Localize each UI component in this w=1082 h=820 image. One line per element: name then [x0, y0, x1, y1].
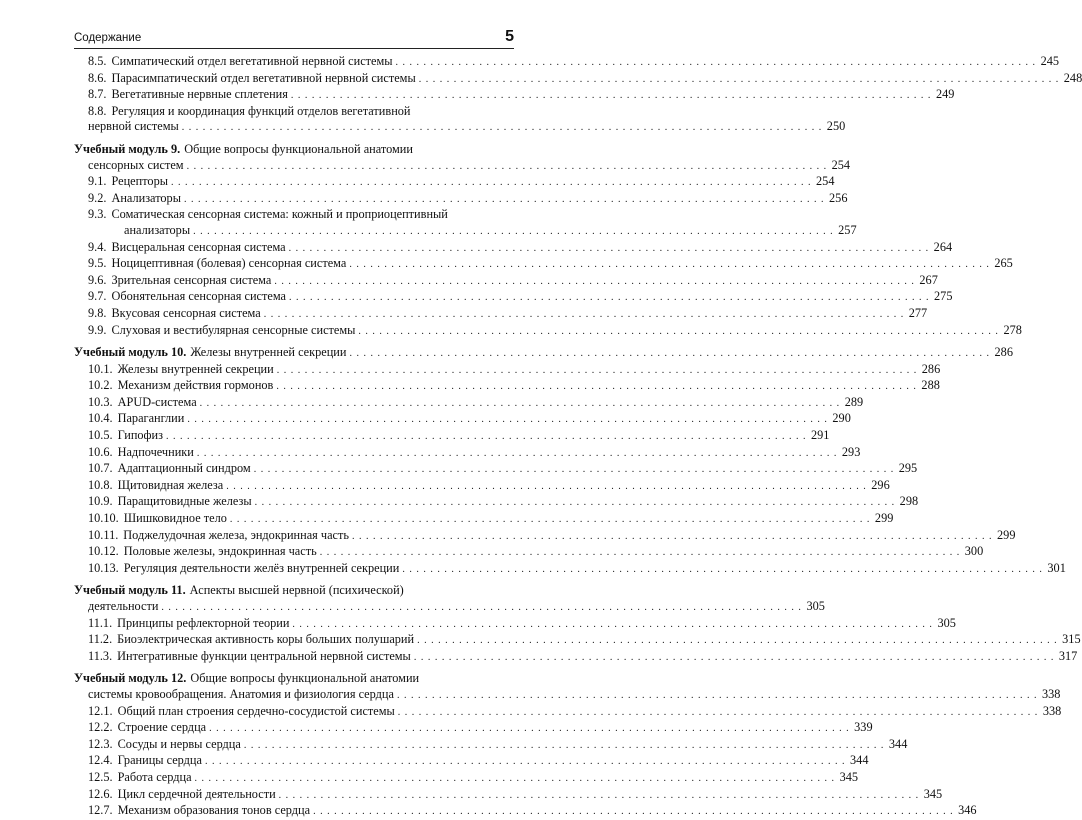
toc-entry-text	[88, 511, 227, 527]
toc-entry	[74, 54, 1060, 71]
entry-page-number: 291	[811, 428, 830, 443]
dot-leader	[193, 224, 834, 240]
entry-number: 8.8.	[88, 103, 107, 118]
dot-leader	[414, 650, 1055, 666]
toc-entry	[74, 87, 955, 104]
entry-number: 12.4.	[88, 753, 113, 768]
entry-title: Парасимпатический отдел вегетативной нервной системы	[111, 70, 416, 85]
entry-page-number: 245	[1040, 54, 1060, 68]
dot-leader	[398, 705, 1039, 721]
toc-entry	[74, 736, 908, 754]
toc-entry	[74, 560, 1066, 578]
entry-page-number: 344	[888, 736, 908, 751]
toc-entry-text	[88, 803, 310, 819]
toc-entry	[74, 753, 869, 770]
toc-entry-text	[88, 71, 416, 87]
toc-entry-text	[88, 753, 202, 769]
toc-entry	[74, 289, 953, 306]
toc-module-heading	[74, 583, 514, 599]
dot-leader	[289, 241, 930, 257]
entry-title: Половые железы, эндокринная часть	[123, 544, 317, 559]
toc-entry	[74, 494, 919, 511]
running-header	[74, 26, 514, 49]
toc-entry-text	[88, 599, 158, 615]
dot-leader	[417, 633, 1058, 649]
toc-entry	[74, 461, 918, 478]
toc-entry-text	[74, 142, 413, 158]
toc-entry-text	[88, 494, 252, 510]
dot-leader	[255, 495, 896, 511]
entry-page-number: 346	[958, 803, 977, 818]
dot-leader	[195, 771, 836, 787]
entry-title: Слуховая и вестибулярная сенсорные системы	[111, 322, 356, 337]
toc-entry-text	[88, 649, 411, 665]
entry-page-number: 267	[919, 272, 938, 287]
entry-page-number: 305	[806, 599, 825, 613]
dot-leader	[200, 396, 841, 412]
entry-page-number: 296	[871, 477, 890, 492]
entry-number: 10.6.	[88, 444, 113, 459]
entry-page-number: 277	[908, 305, 928, 320]
entry-page-number: 295	[898, 461, 918, 476]
entry-number: 12.5.	[88, 769, 113, 784]
toc-entry	[74, 305, 928, 323]
entry-title: Регуляция и координация функций отделов вегетативной	[111, 103, 411, 118]
dot-leader	[166, 429, 807, 445]
toc-entry	[74, 444, 861, 462]
entry-page-number: 289	[844, 394, 864, 409]
toc-entry	[74, 394, 864, 412]
entry-title: Ноцицептивная (болевая) сенсорная система	[111, 256, 347, 271]
entry-number: 9.3.	[88, 207, 107, 222]
module-label: Учебный модуль 10.	[74, 345, 187, 360]
toc-entry	[74, 272, 938, 290]
entry-page-number: 345	[923, 786, 943, 801]
dot-leader	[349, 346, 990, 362]
toc-entry	[74, 411, 851, 428]
toc-entry	[74, 361, 941, 379]
entry-title: Гипофиз	[117, 428, 163, 443]
toc-entry-text	[88, 191, 181, 207]
entry-page-number: 298	[899, 494, 919, 509]
entry-page-number: 317	[1058, 648, 1078, 663]
dot-leader	[292, 617, 933, 633]
toc-entry-text	[88, 561, 399, 577]
entry-title: Обонятельная сенсорная система	[111, 289, 286, 304]
entry-title: Общие вопросы функциональной анатомии	[190, 671, 420, 686]
toc-entry-text	[88, 87, 288, 103]
entry-title: Шишковидное тело	[123, 511, 227, 526]
toc-entry-text	[88, 616, 289, 632]
entry-number: 12.3.	[88, 736, 113, 751]
entry-number: 10.13.	[88, 560, 119, 575]
entry-title: APUD-система	[117, 394, 197, 409]
toc-entry-text	[88, 720, 206, 736]
entry-title: Цикл сердечной деятельности	[117, 786, 276, 801]
module-label: Учебный модуль 9.	[74, 141, 181, 156]
entry-number: 9.7.	[88, 289, 107, 304]
entry-number: 10.8.	[88, 477, 113, 492]
toc-entry-continuation	[74, 599, 825, 616]
entry-number: 10.10.	[88, 511, 119, 526]
entry-number: 10.12.	[88, 544, 119, 559]
toc-entry	[74, 70, 1082, 88]
toc-entry-continuation	[74, 686, 1061, 704]
entry-page-number: 301	[1047, 560, 1066, 575]
dot-leader	[320, 545, 961, 561]
entry-title: Адаптационный синдром	[117, 461, 251, 476]
toc-entry-text	[88, 428, 163, 444]
toc-entry-continuation	[74, 157, 851, 175]
toc-entry-continuation	[74, 222, 857, 240]
dot-leader	[226, 479, 867, 495]
dot-leader	[171, 175, 812, 191]
entry-page-number: 338	[1042, 703, 1062, 718]
entry-title: Параганглии	[117, 411, 185, 426]
entry-page-number: 254	[816, 174, 835, 189]
toc-entry-text	[88, 445, 194, 461]
entry-number: 9.6.	[88, 272, 107, 287]
toc-entry-text	[88, 240, 286, 256]
entry-number: 11.2.	[88, 632, 113, 647]
toc-entry-text	[88, 632, 414, 648]
toc-entry-text	[88, 104, 411, 120]
toc-entry-text	[88, 54, 393, 70]
entry-number: 9.8.	[88, 305, 107, 320]
entry-page-number: 338	[1041, 686, 1061, 701]
toc-entry-text	[88, 362, 274, 378]
entry-title: Принципы рефлекторной теории	[117, 615, 290, 630]
entry-page-number: 254	[831, 157, 851, 172]
dot-leader	[209, 721, 850, 737]
dot-leader	[397, 688, 1038, 704]
entry-number: 9.9.	[88, 322, 107, 337]
toc-entry-text	[88, 207, 448, 223]
toc-entry	[74, 477, 890, 495]
toc-entry-text	[74, 671, 419, 687]
entry-number: 12.1.	[88, 703, 113, 718]
dot-leader	[184, 192, 825, 208]
dot-leader	[352, 529, 993, 545]
dot-leader	[289, 290, 930, 306]
toc-entry	[74, 174, 835, 191]
entry-title: нервной системы	[88, 119, 179, 134]
entry-title: Анализаторы	[111, 190, 181, 205]
section-title: Содержание	[74, 32, 142, 44]
entry-number: 10.5.	[88, 428, 113, 443]
entry-page-number: 265	[994, 256, 1013, 271]
toc-entry-text	[88, 395, 197, 411]
entry-number: 10.3.	[88, 394, 113, 409]
entry-page-number: 305	[937, 615, 956, 630]
toc-entry	[74, 256, 1013, 273]
dot-leader	[230, 512, 871, 528]
entry-title: Зрительная сенсорная система	[111, 272, 272, 287]
toc-entry-text	[88, 174, 168, 190]
toc-entry	[74, 615, 956, 633]
toc-entry-continuation	[74, 119, 846, 136]
table-of-contents	[74, 54, 1082, 820]
toc-entry-text	[88, 289, 286, 305]
entry-title: Вкусовая сенсорная система	[111, 305, 261, 320]
entry-page-number: 264	[933, 239, 953, 254]
dot-leader	[187, 159, 828, 175]
entry-title: Механизм образования тонов сердца	[117, 803, 311, 818]
dot-leader	[419, 72, 1060, 88]
entry-number: 9.2.	[88, 190, 107, 205]
toc-module-heading	[74, 345, 1013, 362]
toc-entry	[74, 720, 873, 737]
toc-entry	[74, 511, 894, 528]
dot-leader	[187, 412, 828, 428]
entry-page-number: 345	[839, 769, 859, 784]
entry-number: 10.4.	[88, 411, 113, 426]
entry-number: 9.1.	[88, 174, 107, 189]
entry-number: 11.3.	[88, 648, 113, 663]
dot-leader	[205, 754, 846, 770]
entry-page-number: 278	[1003, 322, 1022, 337]
toc-entry	[74, 428, 830, 445]
entry-title: сенсорных систем	[88, 157, 184, 172]
entry-number: 10.7.	[88, 461, 113, 476]
entry-page-number: 315	[1062, 632, 1081, 647]
page-number: 5	[505, 28, 514, 45]
entry-title: Висцеральная сенсорная система	[111, 239, 286, 254]
toc-entry	[74, 544, 984, 561]
dot-leader	[274, 274, 915, 290]
toc-entry	[74, 769, 859, 787]
toc-entry	[74, 527, 1016, 545]
toc-entry-text	[88, 256, 346, 272]
toc-entry	[74, 703, 1062, 721]
entry-title: Аспекты высшей нервной (психической)	[189, 583, 404, 598]
entry-number: 12.2.	[88, 720, 113, 735]
toc-entry-text	[88, 461, 251, 477]
toc-entry-text	[88, 478, 223, 494]
entry-number: 8.7.	[88, 87, 107, 102]
entry-page-number: 249	[935, 87, 955, 102]
entry-number: 8.5.	[88, 54, 107, 68]
toc-entry	[74, 322, 1022, 340]
toc-entry-text	[88, 528, 349, 544]
entry-title: Границы сердца	[117, 753, 202, 768]
entry-title: деятельности	[88, 599, 159, 613]
entry-title: Рецепторы	[111, 174, 168, 189]
toc-entry	[74, 648, 1078, 666]
toc-entry-text	[88, 323, 355, 339]
toc-entry	[74, 239, 953, 257]
entry-page-number: 290	[832, 411, 851, 426]
dot-leader	[197, 446, 838, 462]
entry-title: Интегративные функции центральной нервной системы	[117, 648, 411, 663]
module-label: Учебный модуль 11.	[74, 583, 186, 598]
entry-title: Паращитовидные железы	[117, 494, 252, 509]
dot-leader	[349, 257, 990, 273]
toc-entry-text	[88, 411, 184, 427]
toc-entry-text	[88, 119, 179, 135]
entry-page-number: 275	[934, 289, 953, 304]
dot-leader	[291, 88, 932, 104]
entry-number: 10.2.	[88, 378, 113, 393]
entry-number: 12.7.	[88, 803, 113, 818]
toc-entry-text	[74, 345, 346, 361]
entry-title: Строение сердца	[117, 720, 207, 735]
entry-title: Надпочечники	[117, 444, 194, 459]
toc-entry-text	[88, 378, 273, 394]
dot-leader	[264, 307, 905, 323]
entry-number: 10.11.	[88, 527, 119, 542]
dot-leader	[277, 363, 918, 379]
entry-title: Общие вопросы функциональной анатомии	[184, 141, 413, 156]
dot-leader	[276, 379, 917, 395]
toc-entry-text	[88, 306, 261, 322]
entry-title: Соматическая сенсорная система: кожный и проприоцептивный	[111, 207, 448, 222]
entry-number: 10.1.	[88, 361, 113, 376]
toc-entry-text	[88, 544, 317, 560]
toc-entry-text	[88, 273, 271, 289]
toc-entry	[74, 632, 1081, 649]
toc-entry	[74, 190, 848, 208]
toc-entry-text	[88, 704, 395, 720]
dot-leader	[279, 788, 920, 804]
toc-entry	[74, 803, 977, 820]
entry-number: 10.9.	[88, 494, 113, 509]
entry-page-number: 250	[826, 119, 846, 134]
entry-number: 9.5.	[88, 256, 107, 271]
entry-title: Общий план строения сердечно-сосудистой системы	[117, 703, 395, 718]
toc-entry	[74, 104, 514, 120]
entry-page-number: 248	[1063, 70, 1082, 85]
dot-leader	[161, 600, 802, 616]
toc-entry	[74, 378, 940, 395]
entry-title: Работа сердца	[117, 769, 192, 784]
toc-entry	[74, 786, 943, 804]
entry-title: Щитовидная железа	[117, 477, 224, 492]
entry-number: 8.6.	[88, 70, 107, 85]
entry-title: системы кровообращения. Анатомия и физиология сердца	[88, 686, 394, 701]
toc-entry-text	[88, 787, 276, 803]
entry-title: анализаторы	[124, 222, 191, 237]
toc-entry-text	[88, 687, 394, 703]
entry-page-number: 288	[921, 378, 940, 393]
toc-module-heading	[74, 671, 514, 687]
dot-leader	[254, 462, 895, 478]
entry-title: Железы внутренней секреции	[190, 345, 347, 360]
dot-leader	[313, 804, 954, 820]
entry-page-number: 299	[997, 527, 1016, 542]
toc-entry	[74, 207, 514, 223]
entry-number: 11.1.	[88, 615, 113, 630]
entry-title: Симпатический отдел вегетативной нервной системы	[111, 54, 393, 68]
entry-page-number: 286	[921, 361, 941, 376]
dot-leader	[396, 55, 1037, 71]
dot-leader	[244, 738, 885, 754]
toc-entry-text	[88, 737, 241, 753]
dot-leader	[182, 120, 823, 136]
entry-title: Сосуды и нервы сердца	[117, 736, 241, 751]
entry-page-number: 257	[838, 222, 857, 237]
module-label: Учебный модуль 12.	[74, 671, 187, 686]
entry-title: Механизм действия гормонов	[117, 378, 274, 393]
entry-title: Поджелудочная железа, эндокринная часть	[123, 527, 349, 542]
entry-title: Биоэлектрическая активность коры больших полушарий	[117, 632, 415, 647]
entry-page-number: 344	[850, 753, 869, 768]
entry-title: Регуляция деятельности желёз внутренней секреции	[123, 560, 400, 575]
toc-entry-text	[88, 158, 184, 174]
toc-entry-text	[74, 583, 404, 599]
toc-module-heading	[74, 142, 514, 158]
entry-number: 9.4.	[88, 239, 107, 254]
toc-entry-text	[88, 770, 192, 786]
entry-page-number: 293	[841, 444, 861, 459]
entry-title: Вегетативные нервные сплетения	[111, 87, 288, 102]
entry-title: Железы внутренней секреции	[117, 361, 274, 376]
entry-page-number: 299	[874, 511, 894, 526]
entry-page-number: 286	[994, 345, 1013, 360]
toc-entry-text	[88, 223, 190, 239]
entry-page-number: 339	[854, 720, 873, 735]
entry-page-number: 300	[964, 544, 984, 559]
dot-leader	[402, 562, 1043, 578]
dot-leader	[358, 324, 999, 340]
entry-number: 12.6.	[88, 786, 113, 801]
entry-page-number: 256	[829, 190, 848, 205]
